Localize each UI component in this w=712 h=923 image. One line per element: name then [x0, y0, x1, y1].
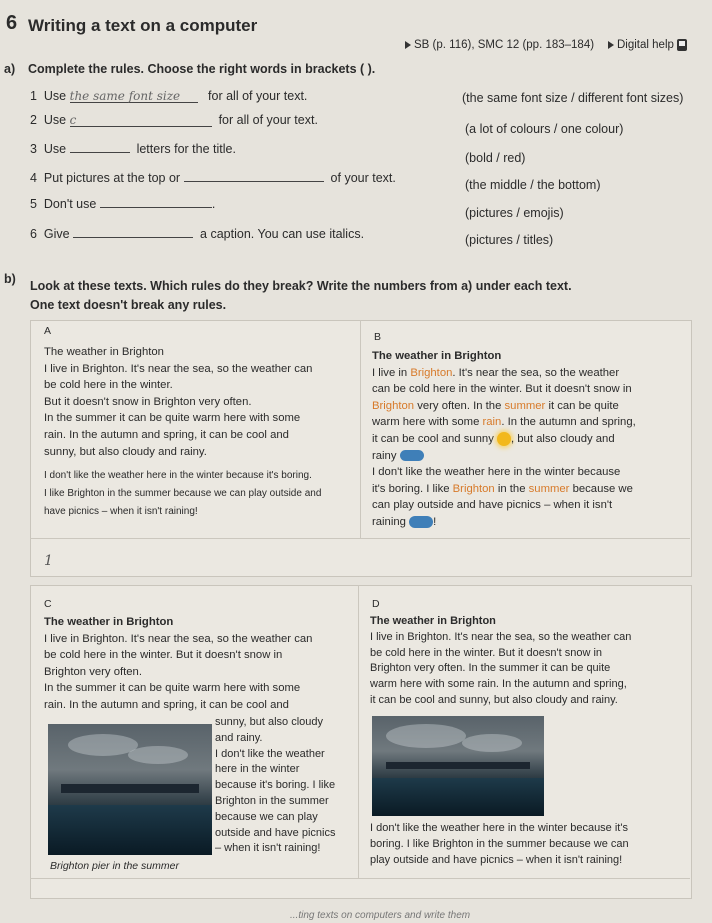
text-a-answer[interactable]: 1	[44, 553, 53, 569]
text-c: The weather in Brighton I live in Brighton. It's near the sea, so the weather can be cold here in the winter. But it doesn't snow in Brighton very often. In the summer it can be quite warm here with some rain. In the autumn and spring, it can be cool and	[44, 614, 356, 714]
answer-blank-6[interactable]	[73, 224, 193, 238]
part-b-instruction: Look at these texts. Which rules do they break? Write the numbers from a) under each text.	[30, 279, 572, 293]
text-c-letter: C	[44, 598, 52, 610]
options-3: (bold / red)	[465, 151, 526, 165]
reference: SB (p. 116), SMC 12 (pp. 183–184)	[405, 39, 594, 51]
options-6: (pictures / titles)	[465, 233, 554, 247]
digital-help-link[interactable]: Digital help	[608, 39, 687, 51]
text-d-letter: D	[372, 598, 380, 610]
device-icon	[677, 39, 687, 51]
photo-caption: Brighton pier in the summer	[50, 860, 179, 872]
rule-1: 1 Use the same font size for all of your text.	[30, 89, 308, 103]
brighton-pier-photo	[372, 716, 544, 816]
options-2: (a lot of colours / one colour)	[465, 122, 624, 136]
divider	[30, 538, 690, 539]
text-b-letter: B	[374, 331, 382, 343]
answer-blank-4[interactable]	[184, 168, 324, 182]
answer-blank-2[interactable]: c	[70, 113, 212, 127]
text-a-letter: A	[44, 325, 52, 337]
footer-partial: ...ting texts on computers and write them	[290, 910, 471, 921]
answer-blank-5[interactable]	[100, 194, 212, 208]
rule-5: 5 Don't use .	[30, 194, 215, 211]
part-b-note: One text doesn't break any rules.	[30, 298, 227, 312]
options-4: (the middle / the bottom)	[465, 178, 601, 192]
brighton-pier-photo	[48, 724, 212, 855]
rule-6: 6 Give a caption. You can use italics.	[30, 224, 364, 241]
text-a-small: I don't like the weather here in the winter because it's boring. I like Brighton in the summer because we can play outside and have picnics – when it isn't raining!	[44, 470, 322, 517]
answer-blank-1[interactable]: the same font size	[70, 89, 198, 103]
part-a-instruction: Complete the rules. Choose the right words in brackets ( ).	[28, 62, 376, 76]
answer-blank-3[interactable]	[70, 139, 130, 153]
sun-emoji-icon	[497, 432, 511, 446]
arrow-icon	[405, 41, 411, 49]
cloud-emoji-icon	[400, 450, 424, 461]
text-b-title: The weather in Brighton	[372, 350, 502, 362]
text-a: The weather in Brighton I live in Brighton. It's near the sea, so the weather can be cold here in the winter. But it doesn't snow in Brighton very often. In the summer it can be quite warm here with some rain. In the autumn and spring, it can be cool and sunny, but also cloudy and rainy.	[44, 344, 359, 460]
divider	[30, 878, 690, 879]
divider	[358, 585, 359, 879]
text-b: The weather in Brighton I live in Brighton. It's near the sea, so the weather can be cold here in the winter. But it doesn't snow in Brighton very often. In the summer it can be quite warm here with some rain. In the autumn and spring, it can be cool and sunny , but also cloudy and rainy I don't like the weather here in the winter because it's boring. I like Brighton in the summer because we can play outside and have picnics – when it isn't raining !	[372, 348, 687, 531]
text-d: The weather in Brighton I live in Brighton. It's near the sea, so the weather can be cold here in the winter. But it doesn't snow in Brighton very often. In the summer it can be quite warm here with some rain. In the autumn and spring, it can be cool and sunny, but also cloudy and rainy.	[370, 614, 688, 709]
text-d-title: The weather in Brighton	[370, 615, 496, 627]
options-5: (pictures / emojis)	[465, 206, 564, 220]
text-c-title: The weather in Brighton	[44, 616, 174, 628]
rule-3: 3 Use letters for the title.	[30, 139, 236, 156]
text-c-side: sunny, but also cloudy and rainy. I don't like the weather here in the winter because it's boring. I like Brighton in the summer because we can play outside and have picnics – when it isn't raining!	[215, 716, 336, 855]
rule-4: 4 Put pictures at the top or of your text.	[30, 168, 396, 185]
part-b-label: b)	[4, 272, 16, 286]
exercise-title: Writing a text on a computer	[28, 16, 258, 35]
rule-2: 2 Use c for all of your text.	[30, 113, 318, 127]
divider	[360, 320, 361, 538]
text-a-title: The weather in Brighton	[44, 346, 164, 358]
options-1: (the same font size / different font sizes)	[462, 91, 684, 105]
rain-cloud-emoji-icon	[409, 516, 433, 528]
part-a-label: a)	[4, 62, 16, 76]
exercise-number: 6	[6, 12, 18, 34]
text-d-bottom: I don't like the weather here in the winter because it's boring. I like Brighton in the summer because we can play outside and have picnics – when it isn't raining!	[370, 822, 629, 866]
arrow-icon	[608, 41, 614, 49]
